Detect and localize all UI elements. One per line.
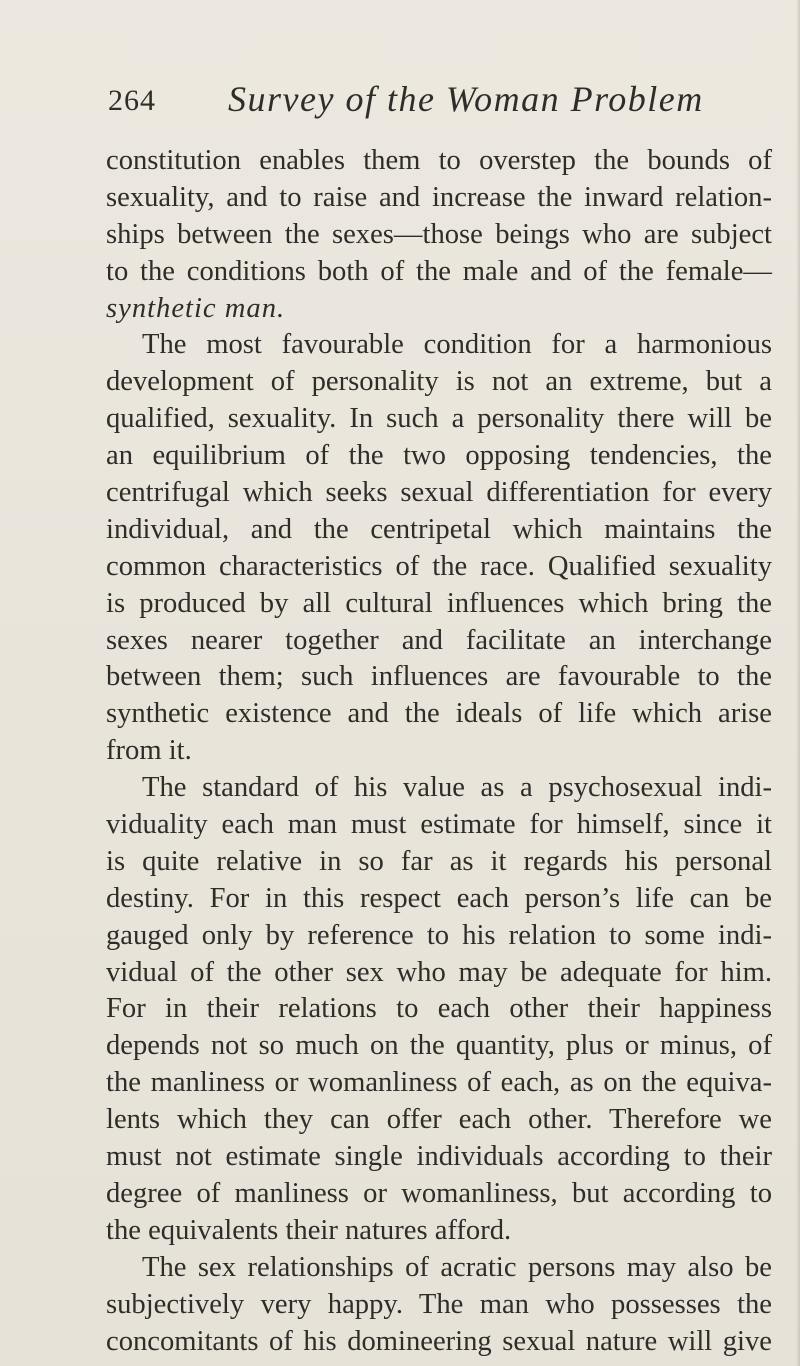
text-line-paragraph-start: The sex relationships of acratic persons may also be [142, 1251, 772, 1283]
page-edge-shadow [796, 0, 800, 1366]
text-line-paragraph-end: synthetic man. [106, 292, 286, 324]
text-line: ships between the sexes—those beings who are subject [106, 218, 772, 250]
text-line-paragraph-start: The most favourable condition for a harmonious [142, 329, 772, 361]
text-line-paragraph-end: from it. [106, 735, 192, 767]
text-line: lents which they can offer each other. Therefore we [106, 1104, 772, 1136]
text-line: depends not so much on the quantity, plus or minus, of [106, 1030, 772, 1062]
text-line: sexuality, and to raise and increase the inward relation- [106, 181, 772, 213]
page-number: 264 [108, 84, 156, 117]
text-line-paragraph-start: The standard of his value as a psychosexual indi- [142, 772, 772, 804]
text-line: sexes nearer together and facilitate an interchange [106, 624, 772, 656]
text-line: synthetic existence and the ideals of life which arise [106, 698, 772, 730]
text-line: degree of manliness or womanliness, but according to [106, 1177, 772, 1209]
text-line: is quite relative in so far as it regards his personal [106, 845, 772, 877]
text-line: centrifugal which seeks sexual differentiation for every [106, 477, 772, 509]
page-header [108, 78, 788, 130]
text-line: vidual of the other sex who may be adequate for him. [106, 956, 772, 988]
text-line: qualified, sexuality. In such a personality there will be [106, 403, 772, 435]
text-line: common characteristics of the race. Qualified sexuality [106, 550, 772, 582]
text-line: gauged only by reference to his relation to some indi- [106, 919, 772, 951]
text-line-paragraph-end: the equivalents their natures afford. [106, 1214, 512, 1246]
body-text [106, 143, 772, 1360]
text-line: For in their relations to each other their happiness [106, 993, 772, 1025]
text-line: viduality each man must estimate for himself, since it [106, 809, 772, 841]
text-line: must not estimate single individuals according to their [106, 1141, 772, 1173]
text-line: destiny. For in this respect each person’s life can be [106, 882, 772, 914]
text-line: to the conditions both of the male and of the female— [106, 255, 772, 287]
text-line: individual, and the centripetal which maintains the [106, 513, 772, 545]
text-line: an equilibrium of the two opposing tendencies, the [106, 440, 772, 472]
text-line: is produced by all cultural influences which bring the [106, 587, 772, 619]
text-line: subjectively very happy. The man who possesses the [106, 1288, 772, 1320]
text-line: concomitants of his domineering sexual nature will give [106, 1325, 772, 1357]
text-line: development of personality is not an extreme, but a [106, 366, 772, 398]
text-line: constitution enables them to overstep the bounds of [106, 145, 772, 176]
text-line: the manliness or womanliness of each, as on the equiva- [106, 1067, 772, 1099]
running-title: Survey of the Woman Problem [228, 79, 704, 119]
text-line: between them; such influences are favourable to the [106, 661, 772, 693]
